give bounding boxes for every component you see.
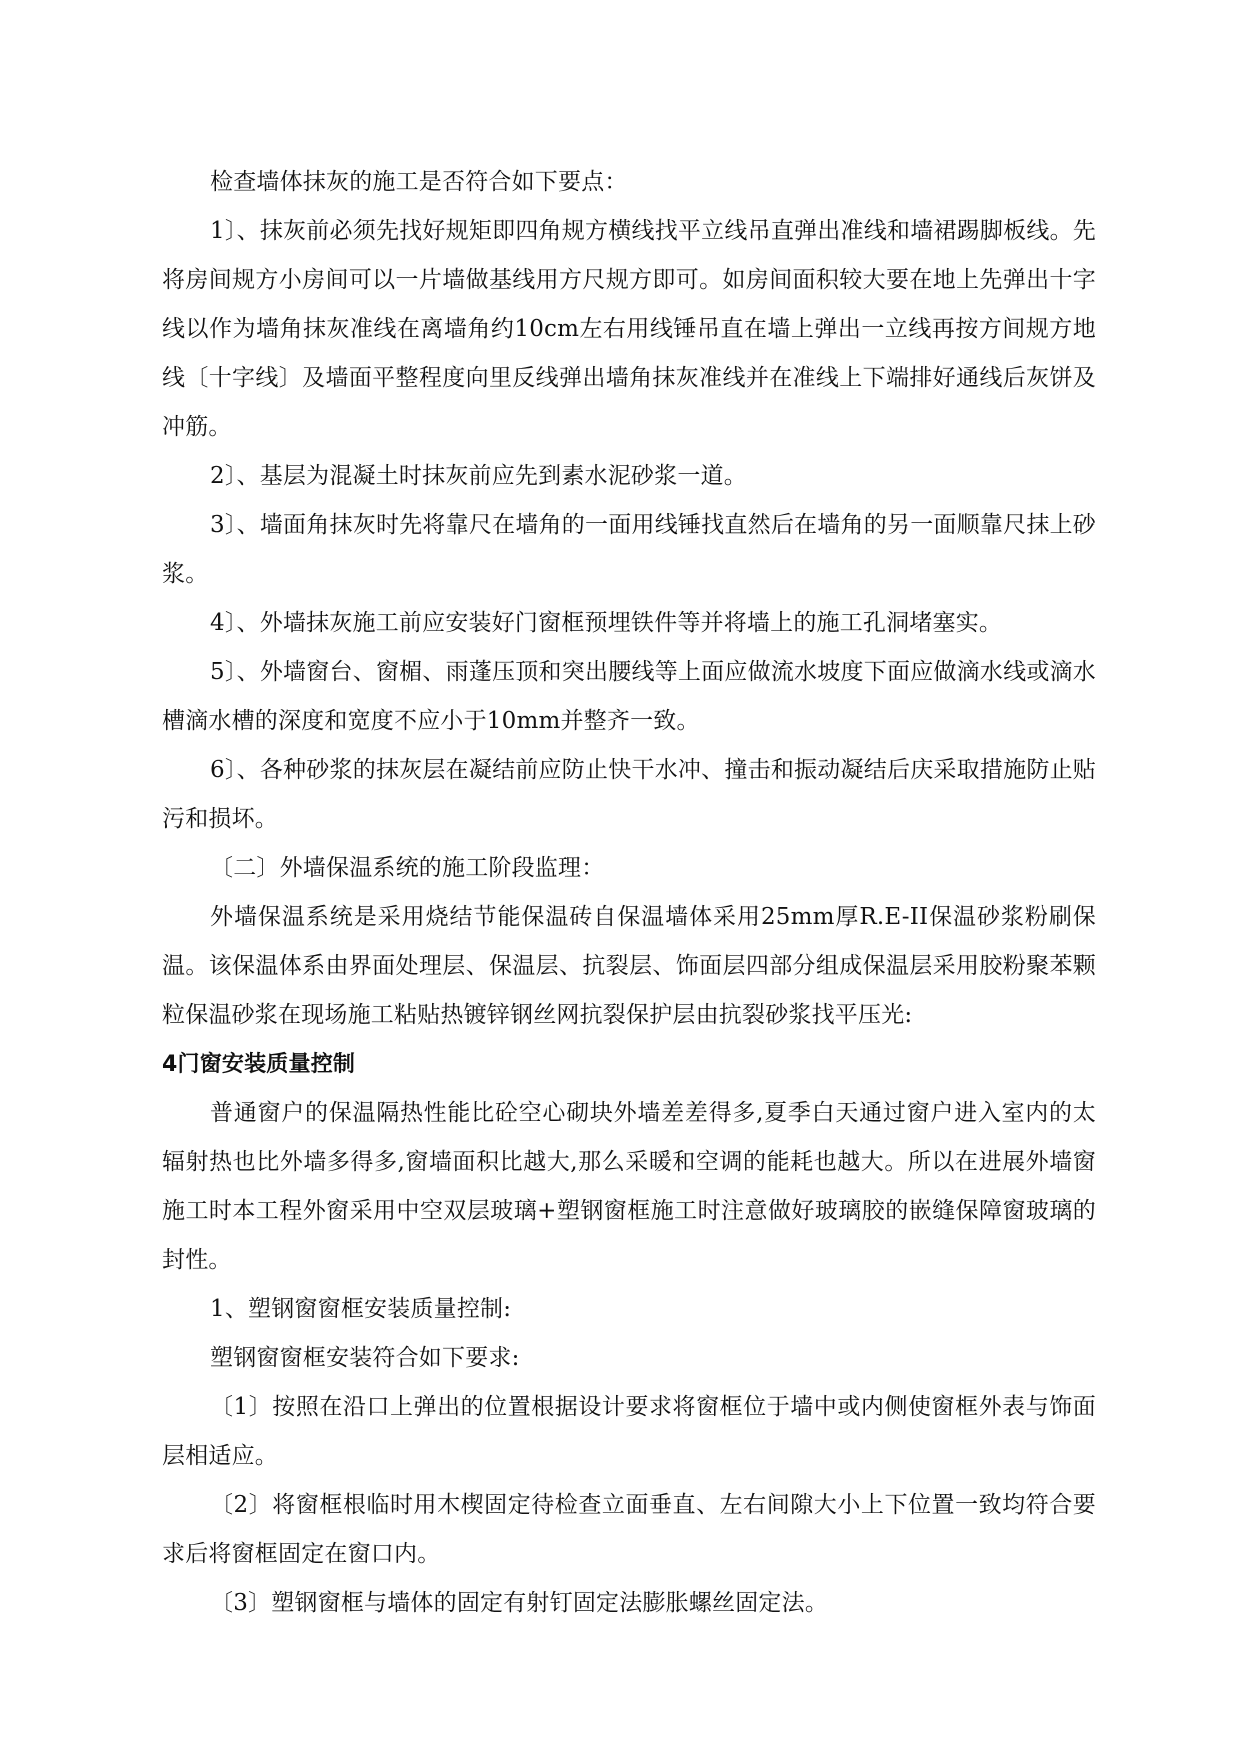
paragraph-item-2: 2〕、基层为混凝土时抹灰前应先到素水泥砂浆一道。 <box>210 463 747 489</box>
paragraph-insulation-system: 外墙保温系统是采用烧结节能保温砖自保温墙体采用25mm厚R.E-II保温砂浆粉刷保温。该保温体系由界面处理层、保温层、抗裂层、饰面层四部分组成保温层采用胶粉聚苯颗粒保温砂浆在现场施工粘贴热镀锌钢丝网抗裂保护层由抗裂砂浆找平压光: <box>162 904 1096 1028</box>
paragraph-item-6: 6〕、各种砂浆的抹灰层在凝结前应防止快干水冲、撞击和振动凝结后庆采取措施防止贴污和损坏。 <box>162 757 1096 832</box>
subsection-heading: 〔二〕外墙保温系统的施工阶段监理： <box>210 855 605 881</box>
paragraph-item-4: 4〕、外墙抹灰施工前应安装好门窗框预埋铁件等并将墙上的施工孔洞堵塞实。 <box>210 610 1003 636</box>
paragraph-requirement-3: 〔3〕塑钢窗框与墙体的固定有射钉固定法膨胀螺丝固定法。 <box>210 1590 829 1616</box>
paragraph-frame-control-title: 1、塑钢窗窗框安装质量控制: <box>210 1296 512 1322</box>
paragraph-item-5: 5〕、外墙窗台、窗楣、雨蓬压顶和突出腰线等上面应做流水坡度下面应做滴水线或滴水槽滴水槽的深度和宽度不应小于10mm并整齐一致。 <box>162 659 1096 734</box>
paragraph-item-3: 3〕、墙面角抹灰时先将靠尺在墙角的一面用线锤找直然后在墙角的另一面顺靠尺抹上砂浆。 <box>162 512 1096 587</box>
paragraph-frame-requirements: 塑钢窗窗框安装符合如下要求: <box>210 1345 520 1371</box>
section-heading: 4门窗安装质量控制 <box>162 1052 356 1077</box>
paragraph-requirement-1: 〔1〕按照在沿口上弹出的位置根据设计要求将窗框位于墙中或内侧使窗框外表与饰面层相适应。 <box>162 1394 1096 1469</box>
document-body <box>162 158 1096 1628</box>
paragraph-item-1: 1〕、抹灰前必须先找好规矩即四角规方横线找平立线吊直弹出准线和墙裙踢脚板线。先将房间规方小房间可以一片墙做基线用方尺规方即可。如房间面积较大要在地上先弹出十字线以作为墙角抹灰准线在离墙角约10cm左右用线锤吊直在墙上弹出一立线再按方间规方地线〔十字线〕及墙面平整程度向里反线弹出墙角抹灰准线并在准线上下端排好通线后灰饼及冲筋。 <box>162 218 1096 440</box>
paragraph-window-insulation: 普通窗户的保温隔热性能比砼空心砌块外墙差差得多,夏季白天通过窗户进入室内的太辐射热也比外墙多得多,窗墙面积比越大,那么采暖和空调的能耗也越大。所以在进展外墙窗施工时本工程外窗采用中空双层玻璃+塑钢窗框施工时注意做好玻璃胶的嵌缝保障窗玻璃的封性。 <box>162 1100 1096 1273</box>
paragraph-requirement-2: 〔2〕将窗框根临时用木楔固定待检查立面垂直、左右间隙大小上下位置一致均符合要求后将窗框固定在窗口内。 <box>162 1492 1096 1567</box>
paragraph-inspection-intro: 检查墙体抹灰的施工是否符合如下要点： <box>210 169 628 195</box>
